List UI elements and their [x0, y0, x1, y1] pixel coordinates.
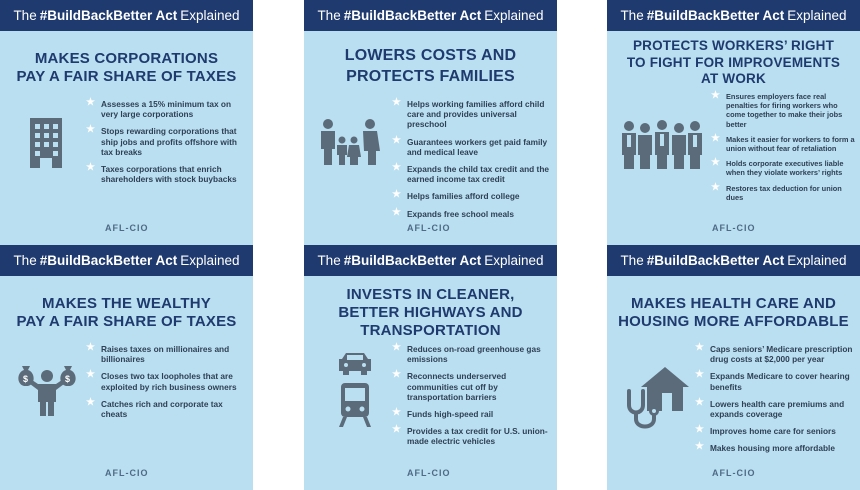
afl-cio-logo: AFL-CIO	[105, 468, 149, 478]
bullet-item	[392, 371, 552, 402]
office-building-icon	[26, 118, 66, 170]
star-icon: ★	[695, 424, 704, 436]
header-suffix: Explained	[484, 253, 544, 268]
star-icon: ★	[86, 369, 95, 381]
card-transportation	[304, 245, 557, 490]
star-icon: ★	[392, 407, 401, 419]
star-icon: ★	[392, 162, 401, 174]
star-icon: ★	[392, 134, 401, 146]
star-icon: ★	[86, 97, 95, 108]
afl-cio-logo: AFL-CIO	[105, 223, 149, 233]
bullet-item	[695, 396, 855, 420]
bullet-item	[392, 409, 552, 419]
bullet-list	[86, 344, 246, 426]
bullet-text: Stops rewarding corporations that ship jobs and profits offshore with tax breaks	[101, 126, 237, 157]
bullet-list	[392, 344, 552, 454]
card-title	[0, 50, 253, 86]
bullet-item	[392, 206, 552, 219]
title-line: TO FIGHT FOR IMPROVEMENTS	[626, 54, 841, 70]
card-title	[607, 38, 860, 88]
title-line: INVESTS IN CLEANER,	[346, 286, 515, 303]
bullet-item	[86, 371, 246, 391]
title-line: TRANSPORTATION	[360, 322, 501, 339]
star-icon: ★	[711, 181, 720, 193]
afl-cio-logo: AFL-CIO	[712, 223, 756, 233]
bullet-text: Holds corporate executives liable when they violate workers’ rights	[726, 159, 844, 178]
title-line: HOUSING MORE AFFORDABLE	[618, 313, 849, 330]
bullet-text: Closes two tax loopholes that are exploited by rich business owners	[101, 371, 237, 392]
title-line: MAKES CORPORATIONS	[34, 50, 219, 67]
card-header	[304, 245, 557, 276]
header-prefix: The	[620, 8, 644, 23]
star-icon: ★	[392, 342, 401, 353]
bullet-item	[711, 159, 857, 177]
bullet-text: Assesses a 15% minimum tax on very large corporations	[101, 99, 232, 120]
star-icon: ★	[86, 162, 95, 174]
bullet-list	[711, 92, 857, 208]
bullet-list	[695, 344, 855, 461]
header-hashtag: #BuildBackBetter	[39, 253, 153, 268]
header-suffix: Explained	[180, 253, 240, 268]
bullet-item	[695, 426, 855, 436]
card-header	[607, 245, 860, 276]
bullet-text: Lowers health care premiums and expands coverage	[710, 398, 845, 420]
bullet-text: Guarantees workers get paid family and medical leave	[407, 136, 548, 157]
header-suffix: Explained	[180, 8, 240, 23]
car-train-icon	[337, 353, 373, 427]
bullet-item	[711, 132, 857, 154]
header-act: Act	[762, 253, 785, 268]
bullet-text: Helps working families afford child care and provides universal preschool	[407, 99, 545, 130]
header-hashtag: #BuildBackBetter	[39, 8, 153, 23]
star-icon: ★	[695, 396, 704, 408]
card-title	[607, 295, 860, 331]
star-icon: ★	[711, 157, 720, 169]
bullet-text: Makes housing more affordable	[710, 443, 835, 454]
title-line: LOWERS COSTS AND	[344, 47, 517, 64]
star-icon: ★	[392, 424, 401, 436]
card-header	[0, 245, 253, 276]
bullet-text: Reduces on-road greenhouse gas emissions	[407, 344, 541, 365]
afl-cio-logo: AFL-CIO	[407, 468, 451, 478]
bullet-text: Helps families afford college	[407, 191, 520, 202]
bullet-item	[695, 443, 855, 453]
bullet-text: Expands the child tax credit and the earned income tax credit	[407, 164, 549, 185]
header-prefix: The	[620, 253, 644, 268]
star-icon: ★	[695, 342, 704, 353]
card-health-housing	[607, 245, 860, 490]
bullet-item	[392, 99, 552, 130]
family-icon	[318, 118, 380, 166]
header-act: Act	[155, 8, 178, 23]
card-wealthy	[0, 245, 253, 490]
card-title	[304, 45, 557, 87]
star-icon: ★	[711, 90, 720, 101]
card-title	[304, 286, 557, 340]
star-icon: ★	[392, 206, 401, 218]
bullet-item	[86, 344, 246, 364]
star-icon: ★	[86, 124, 95, 136]
bullet-item	[86, 164, 246, 184]
bullet-item	[86, 126, 246, 157]
header-suffix: Explained	[484, 8, 544, 23]
afl-cio-logo: AFL-CIO	[407, 223, 451, 233]
card-header	[304, 0, 557, 31]
header-prefix: The	[317, 8, 341, 23]
bullet-text: Restores tax deduction for union dues	[726, 183, 842, 202]
card-header	[607, 0, 860, 31]
bullet-text: Improves home care for seniors	[710, 426, 836, 437]
star-icon: ★	[392, 189, 401, 201]
card-header	[0, 0, 253, 31]
bullet-item	[392, 426, 552, 446]
title-line: PROTECTS FAMILIES	[346, 68, 515, 85]
title-line: PAY A FAIR SHARE OF TAXES	[16, 313, 237, 330]
header-suffix: Explained	[787, 8, 847, 23]
card-workers-rights	[607, 0, 860, 245]
bullet-text: Makes it easier for workers to form a union without fear of retaliation	[726, 134, 855, 154]
bullet-text: Taxes corporations that enrich shareholders with stock buybacks	[101, 164, 237, 185]
star-icon: ★	[392, 369, 401, 381]
star-icon: ★	[695, 441, 704, 453]
title-line: MAKES HEALTH CARE AND	[630, 295, 837, 312]
bullet-text: Expands free school meals	[407, 208, 514, 219]
bullet-item	[392, 344, 552, 364]
bullet-text: Expands Medicare to cover hearing benefits	[710, 371, 850, 392]
header-act: Act	[459, 8, 482, 23]
card-corporations	[0, 0, 253, 245]
bullet-text: Reconnects underserved communities cut off by transportation barriers	[407, 371, 507, 402]
bullet-item	[86, 99, 246, 119]
bullet-item	[711, 92, 857, 129]
title-line: PROTECTS WORKERS’ RIGHT	[632, 38, 835, 53]
card-families	[304, 0, 557, 245]
bullet-item	[392, 134, 552, 157]
bullet-text: Raises taxes on millionaires and billionaires	[101, 344, 230, 365]
money-bags-icon	[18, 362, 76, 416]
header-act: Act	[459, 253, 482, 268]
star-icon: ★	[86, 396, 95, 408]
header-act: Act	[762, 8, 785, 23]
star-icon: ★	[392, 97, 401, 108]
bullet-item	[86, 396, 246, 420]
header-hashtag: #BuildBackBetter	[343, 8, 457, 23]
bullet-list	[86, 99, 246, 191]
bullet-item	[392, 164, 552, 184]
bullet-item	[695, 371, 855, 391]
title-line: BETTER HIGHWAYS AND	[338, 304, 523, 321]
bullet-list	[392, 99, 552, 226]
svg-text:$: $	[65, 374, 71, 384]
bullet-text: Ensures employers face real penalties for firing workers who come together to make their jobs better	[726, 92, 843, 129]
title-line: MAKES THE WEALTHY	[42, 295, 211, 312]
star-icon: ★	[695, 369, 704, 381]
header-act: Act	[155, 253, 178, 268]
header-prefix: The	[13, 8, 37, 23]
header-prefix: The	[317, 253, 341, 268]
bullet-item	[695, 344, 855, 364]
header-hashtag: #BuildBackBetter	[646, 8, 760, 23]
header-hashtag: #BuildBackBetter	[646, 253, 760, 268]
header-suffix: Explained	[787, 253, 847, 268]
bullet-text: Caps seniors’ Medicare prescription drug costs at $2,000 per year	[710, 344, 853, 365]
bullet-item	[711, 181, 857, 202]
header-hashtag: #BuildBackBetter	[343, 253, 457, 268]
svg-text:$: $	[23, 374, 29, 384]
workers-group-icon	[619, 120, 705, 170]
home-stethoscope-icon	[621, 365, 691, 431]
bullet-text: Catches rich and corporate tax cheats	[101, 398, 223, 420]
bullet-text: Provides a tax credit for U.S. union-made electric vehicles	[407, 426, 548, 447]
bullet-item	[392, 191, 552, 201]
star-icon: ★	[711, 132, 720, 144]
star-icon: ★	[86, 342, 95, 353]
title-line: AT WORK	[701, 71, 766, 86]
bullet-text: Funds high-speed rail	[407, 409, 494, 420]
card-title	[0, 295, 253, 331]
header-prefix: The	[13, 253, 37, 268]
afl-cio-logo: AFL-CIO	[712, 468, 756, 478]
title-line: PAY A FAIR SHARE OF TAXES	[16, 68, 237, 85]
